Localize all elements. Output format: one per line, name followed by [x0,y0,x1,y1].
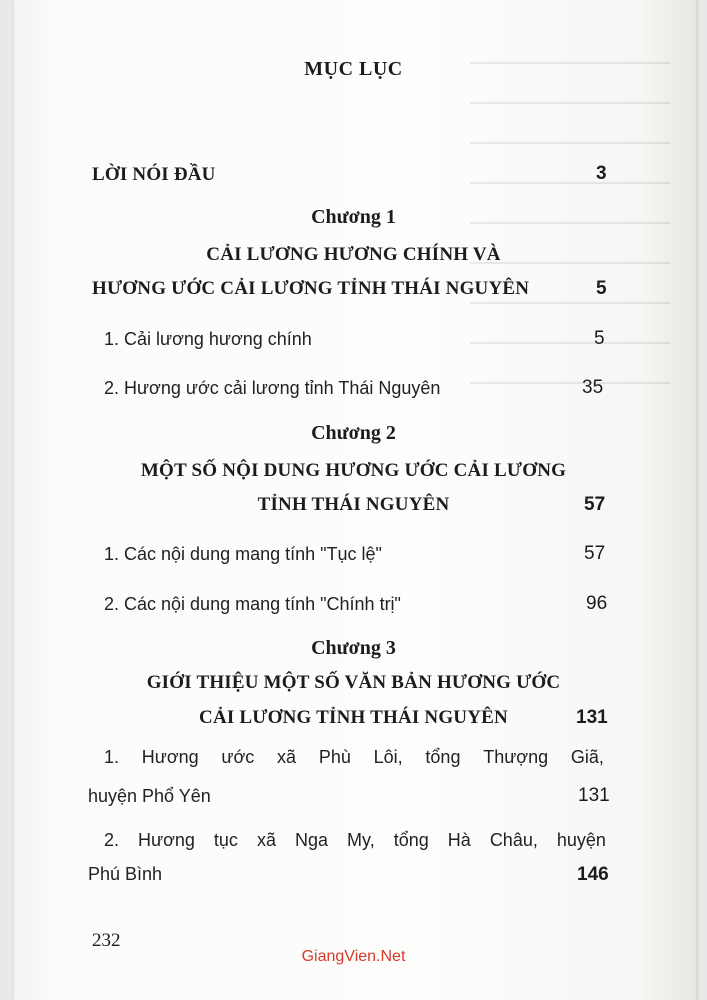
toc-item-1-2-page: 35 [582,377,604,398]
chapter-2-page: 57 [584,494,606,515]
word: tổng [425,747,461,767]
chapter-1-title-line1: CẢI LƯƠNG HƯƠNG CHÍNH VÀ [206,244,501,265]
word: 2. [104,830,120,850]
word: Hương [141,747,199,767]
word: xã [256,830,276,850]
word: tổng [393,830,429,850]
word: Hương [138,830,195,850]
chapter-3-title-line1: GIỚI THIỆU MỘT SỐ VĂN BẢN HƯƠNG ƯỚC [146,672,561,693]
toc-item-1-2: 2. Hương ước cải lương tỉnh Thái Nguyên [104,378,441,398]
toc-preface-label: LỜI NÓI ĐẦU [92,164,216,185]
chapter-1-label: Chương 1 [311,206,396,228]
chapter-1-title-line2: HƯƠNG ƯỚC CẢI LƯƠNG TỈNH THÁI NGUYÊN [92,278,530,299]
toc-item-3-1-line1 [104,747,604,768]
chapter-2-title-line2: TỈNH THÁI NGUYÊN [257,494,450,515]
toc-item-3-2-line2: Phú Bình [88,864,163,884]
word: xã [277,747,297,767]
word: Nga [294,830,329,850]
word: Giã, [570,747,604,767]
toc-item-2-2-page: 96 [586,593,608,614]
toc-item-2-1: 1. Các nội dung mang tính "Tục lệ" [104,544,382,564]
word: Lôi, [373,747,403,767]
word: tục [213,830,238,850]
chapter-2-label: Chương 2 [311,422,396,444]
toc-preface-page: 3 [596,163,607,184]
chapter-1-page: 5 [596,278,607,299]
toc-item-1-1: 1. Cải lương hương chính [104,329,312,349]
page-title: MỤC LỤC [304,58,403,80]
toc-item-2-2: 2. Các nội dung mang tính "Chính trị" [104,594,401,614]
chapter-3-page: 131 [576,707,608,728]
toc-item-3-2-page: 146 [577,864,609,885]
chapter-2-title-line1: MỘT SỐ NỘI DUNG HƯƠNG ƯỚC CẢI LƯƠNG [140,460,567,481]
chapter-3-title-line2: CẢI LƯƠNG TỈNH THÁI NGUYÊN [199,707,508,728]
toc-item-2-1-page: 57 [584,543,606,564]
word: 1. [104,747,120,767]
word: huyện [556,830,606,850]
word: Thượng [483,747,549,767]
toc-item-1-1-page: 5 [594,328,605,349]
toc-item-3-2-line1 [104,830,606,851]
toc-item-3-1-page: 131 [578,785,610,806]
word: My, [347,830,375,850]
word: Châu, [489,830,538,850]
page-number: 232 [92,930,121,951]
word: Hà [447,830,471,850]
chapter-3-label: Chương 3 [311,637,396,659]
word: Phù [318,747,351,767]
watermark: GiangVien.Net [301,948,406,965]
word: ước [221,747,255,767]
toc-item-3-1-line2: huyện Phổ Yên [88,786,211,806]
